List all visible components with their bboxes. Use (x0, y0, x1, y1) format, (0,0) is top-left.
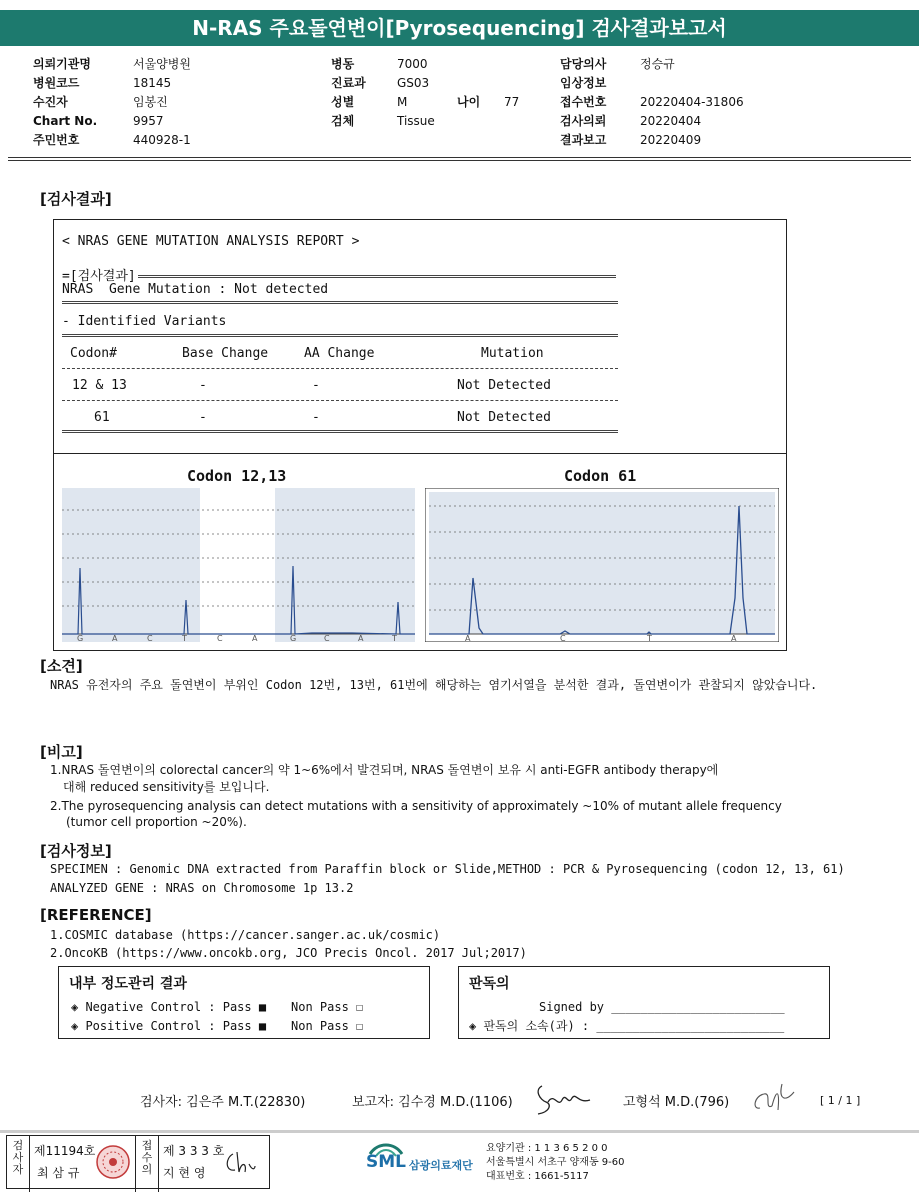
header-field-label: 진료과 (331, 76, 366, 90)
rule (62, 430, 618, 433)
row-codon: 61 (94, 410, 110, 425)
header-field-label: 의뢰기관명 (33, 57, 91, 71)
header-field-label: 수진자 (33, 95, 68, 109)
header-field (560, 112, 744, 131)
rule (62, 400, 618, 401)
page-number: [ 1 / 1 ] (820, 1094, 861, 1107)
header-field (33, 55, 191, 74)
header-field-value: 18145 (133, 76, 172, 90)
tester-name: 최 삼 규 (37, 1166, 80, 1180)
remark-2-cont: (tumor cell proportion ~20%). (66, 815, 247, 829)
section-remarks: [비고] (40, 743, 83, 761)
analysis-report-box (53, 219, 787, 651)
reader-title: 판독의 (469, 976, 510, 992)
header-field (33, 112, 191, 131)
header-field (33, 74, 191, 93)
age-label: 나이 (457, 95, 481, 109)
svg-text:T: T (182, 634, 187, 642)
section-info: [검사정보] (40, 842, 112, 860)
svg-text:T: T (647, 634, 652, 642)
col-base-change: Base Change (182, 346, 269, 361)
tester-vertical-text: 검 사 자 (12, 1139, 24, 1176)
row-aa: - (312, 378, 320, 393)
qc-title: 내부 정도관리 결과 (69, 976, 187, 992)
info-specimen: SPECIMEN : Genomic DNA extracted from Paraffin block or Slide,METHOD : PCR & Pyrosequencing (codon 12, 13, 61) (50, 862, 845, 876)
header-field-label: 담당의사 (560, 57, 607, 71)
svg-text:C: C (217, 634, 223, 642)
row-base: - (199, 410, 207, 425)
header-field-label: Chart No. (33, 114, 98, 128)
header-field-value: 서울양병원 (133, 57, 191, 71)
reporter-signer: 보고자: 김수경 M.D.(1106) (352, 1095, 513, 1110)
header-field-label: 검사의뢰 (560, 114, 607, 128)
receiver-license: 제 3 3 3 호 (163, 1144, 225, 1158)
header-field (560, 93, 744, 112)
signature-icon (223, 1148, 257, 1178)
header-field-value: 7000 (397, 57, 428, 71)
header-field (33, 131, 191, 150)
pyrogram-codon-61 (425, 488, 779, 642)
remark-2: 2.The pyrosequencing analysis can detect mutations with a sensitivity of approximately ~10% of mutant allele frequency (50, 799, 782, 813)
age-field (457, 93, 519, 112)
chart-title-codon-61: Codon 61 (564, 467, 637, 485)
header-field-value: 20220404 (640, 114, 702, 128)
header-field (560, 131, 744, 150)
header-field-label: 주민번호 (33, 133, 80, 147)
header-col3 (560, 55, 744, 150)
svg-text:C: C (560, 634, 566, 642)
signature-icon (532, 1078, 596, 1118)
org-location: 서울특별시 서초구 양재동 9-60 (486, 1157, 625, 1168)
header-field (331, 112, 435, 131)
svg-text:G: G (290, 634, 297, 642)
header-field-label: 병동 (331, 57, 355, 71)
row-codon: 12 & 13 (72, 378, 127, 393)
header-field-value: GS03 (397, 76, 430, 90)
header-field (331, 93, 435, 112)
chart-title-codon-12-13: Codon 12,13 (187, 467, 287, 485)
tester-license: 제11194호 (34, 1144, 96, 1158)
header-field (560, 55, 744, 74)
header-field-value: 임봉진 (133, 95, 168, 109)
reference-1: 1.COSMIC database (https://cancer.sanger.ac.uk/cosmic) (50, 928, 441, 942)
svg-text:A: A (112, 634, 118, 642)
header-field (331, 55, 435, 74)
result-label-text: =[검사결과] (62, 269, 136, 284)
header-field-value: 20220404-31806 (640, 95, 744, 109)
org-address (486, 1142, 625, 1184)
org-name: 삼광의료재단 (409, 1159, 473, 1172)
header-field-value: Tissue (397, 114, 435, 128)
header-field (33, 93, 191, 112)
row-base: - (199, 378, 207, 393)
gene-mutation-result: NRAS Gene Mutation : Not detected (62, 282, 329, 297)
header-field-label: 병원코드 (33, 76, 80, 90)
pyrogram-codon-12-13 (62, 488, 415, 642)
report-heading: < NRAS GENE MUTATION ANALYSIS REPORT > (62, 234, 360, 249)
svg-text:A: A (252, 634, 258, 642)
svg-text:T: T (392, 634, 397, 642)
header-field-value: 9957 (133, 114, 164, 128)
reader-department: ◈ 판독의 소속(과) : __________________________ (469, 1019, 785, 1033)
qc-box (58, 966, 430, 1039)
tester-signer: 검사자: 김은주 M.T.(22830) (140, 1095, 306, 1110)
svg-text:G: G (77, 634, 84, 642)
row-mutation: Not Detected (457, 378, 551, 393)
header-field-value: M (397, 95, 408, 109)
footer (0, 1130, 919, 1199)
rule (62, 301, 618, 304)
info-gene: ANALYZED GENE : NRAS on Chromosome 1p 13.2 (50, 881, 354, 895)
stamp-box (6, 1135, 270, 1189)
rule (62, 334, 618, 337)
row-mutation: Not Detected (457, 410, 551, 425)
org-code: 요양기관 : 1 1 3 6 5 2 0 0 (486, 1143, 608, 1154)
tester-vertical-label (7, 1136, 30, 1192)
header-col2 (331, 55, 435, 131)
remark-1: 1.NRAS 돌연변이의 colorectal cancer의 약 1~6%에서 발견되며, NRAS 돌연변이 보유 시 anti-EGFR antibody therapy에 (50, 763, 719, 777)
header-col1 (33, 55, 191, 150)
doctor-signer: 고형석 M.D.(796) (623, 1095, 730, 1110)
receiver-vertical-text: 접 수 의 (141, 1139, 153, 1176)
remark-1-cont: 대해 reduced sensitivity를 보입니다. (63, 780, 270, 794)
header-field-label: 접수번호 (560, 95, 607, 109)
col-codon: Codon# (70, 346, 117, 361)
header-divider-2 (8, 160, 911, 161)
section-reference: [REFERENCE] (40, 906, 152, 924)
opinion-text: NRAS 유전자의 주요 돌연변이 부위인 Codon 12번, 13번, 61번에 해당하는 염기서열을 분석한 결과, 돌연변이가 관찰되지 않았습니다. (50, 678, 818, 692)
svg-text:C: C (324, 634, 330, 642)
header-field-label: 결과보고 (560, 133, 607, 147)
identified-variants: - Identified Variants (62, 314, 227, 329)
signature-icon (742, 1080, 800, 1118)
positive-control: ◈ Positive Control : Pass ■ (71, 1019, 267, 1033)
org-phone: 대표번호 : 1661-5117 (486, 1171, 589, 1182)
header-field-label: 검체 (331, 114, 355, 128)
chart-divider (54, 453, 786, 454)
header-field-value: 440928-1 (133, 133, 191, 147)
signed-by: Signed by ________________________ (539, 1000, 785, 1014)
svg-text:A: A (358, 634, 364, 642)
svg-text:C: C (147, 634, 153, 642)
section-opinion: [소견] (40, 657, 83, 675)
sml-logo-text: SML (366, 1152, 406, 1172)
receiver-name: 지 현 영 (163, 1166, 206, 1180)
svg-text:A: A (465, 634, 471, 642)
header-field (331, 74, 435, 93)
col-aa-change: AA Change (304, 346, 375, 361)
receiver-vertical-label (135, 1136, 159, 1192)
header-divider (8, 157, 911, 158)
report-title: N-RAS 주요돌연변이[Pyrosequencing] 검사결과보고서 (0, 10, 919, 46)
header-field-value: 20220409 (640, 133, 702, 147)
negative-control: ◈ Negative Control : Pass ■ (71, 1000, 267, 1014)
header-field-label: 임상정보 (560, 76, 607, 90)
svg-text:A: A (731, 634, 737, 642)
reference-2: 2.OncoKB (https://www.oncokb.org, JCO Precis Oncol. 2017 Jul;2017) (50, 946, 527, 960)
seal-icon (95, 1144, 131, 1180)
rule (62, 368, 618, 369)
header-field (560, 74, 744, 93)
positive-non-pass: Non Pass ☐ (291, 1019, 364, 1033)
section-result: [검사결과] (40, 190, 112, 208)
age-value: 77 (504, 95, 520, 109)
col-mutation: Mutation (481, 346, 544, 361)
negative-non-pass: Non Pass ☐ (291, 1000, 364, 1014)
row-aa: - (312, 410, 320, 425)
header-field-label: 성별 (331, 95, 355, 109)
header-field-value: 정승규 (640, 57, 675, 71)
reader-box (458, 966, 830, 1039)
